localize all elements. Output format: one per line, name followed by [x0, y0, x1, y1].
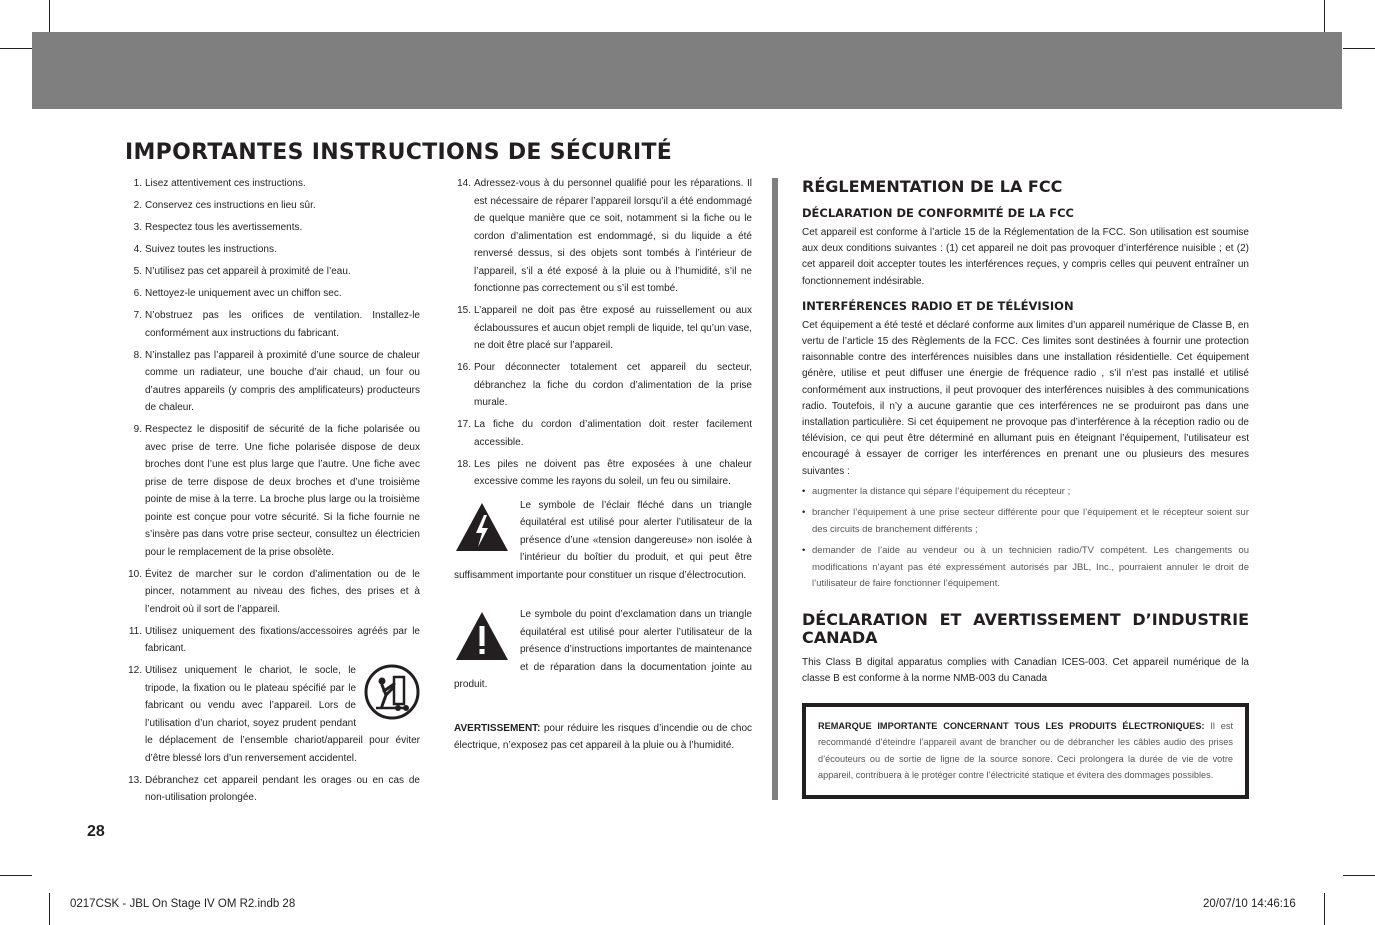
fcc-heading: RÉGLEMENTATION DE LA FCC: [802, 177, 1063, 196]
exclamation-text: Le symbole du point d’exclamation dans un triangle équilatéral est utilisé pour alerter l’utilisateur de la présence d’instructions importantes de maintenance et de réparation dans la documentation jointe au produit.: [454, 609, 752, 690]
header-banner: [32, 32, 1342, 109]
page-title: IMPORTANTES INSTRUCTIONS DE SÉCURITÉ: [125, 140, 673, 165]
list-item: 4. Suivez toutes les instructions.: [133, 244, 277, 255]
notice-label: REMARQUE IMPORTANTE CONCERNANT TOUS LES PRODUITS ÉLECTRONIQUES:: [818, 721, 1205, 732]
list-item: 6. Nettoyez-le uniquement avec un chiffon sec.: [133, 288, 342, 299]
list-item: 2. Conservez ces instructions en lieu sûr.: [133, 200, 316, 211]
list-item: 11. Utilisez uniquement des fixations/accessoires agréés par le fabricant.: [128, 625, 420, 654]
list-item: 1. Lisez attentivement ces instructions.: [133, 178, 306, 189]
crop-mark: [1324, 0, 1325, 32]
list-item: 8. N’installez pas l’appareil à proximité d’une source de chaleur comme un radiateur, une bouche d’air chaud, un four ou d’autres appareils (y compris des amplificateurs) producteurs de chaleur.: [133, 349, 420, 413]
lightning-triangle-icon: [454, 501, 510, 553]
avertissement: [454, 720, 752, 755]
safety-column-2: [454, 175, 752, 765]
crop-mark: [1343, 875, 1375, 876]
list-item: 7. N’obstruez pas les orifices de ventilation. Installez-le conformément aux instructions du fabricant.: [133, 310, 420, 339]
radio-tv-text: Cet équipement a été testé et déclaré conforme aux limites d’un appareil numérique de Classe B, en vertu de l’article 15 des Règlements de la FCC. Ces limites sont destinées à fournir une protection raisonnable contre des interférences nuisibles dans une installation résidentielle. Cet équipement génère, utilise et peut diffuser une énergie de fréquence radio , s’il n’est pas installé et utilisé conformément aux instructions, il peut provoquer des interférences nuisibles à des communications radio. Toutefois, il n’y a aucune garantie que ces interférences ne se produiront pas dans une installation particulière. Si cet équipement ne provoque pas d’interférence à la réception radio ou de télévision, ce qui peut être déterminé en allumant puis en éteignant l’équipement, l’utilisateur est encouragé à essayer de corriger les interférences en prenant une ou plusieurs des mesures suivantes :: [802, 319, 1249, 477]
footer-filename: 0217CSK - JBL On Stage IV OM R2.indb 28: [70, 898, 296, 910]
list-item: • augmenter la distance qui sépare l’équipement du récepteur ;: [802, 484, 1249, 501]
crop-mark: [49, 893, 50, 925]
canada-text: This Class B digital apparatus complies with Canadian ICES-003. Cet appareil numérique de la classe B est conforme à la norme NMB-003 du Canada: [802, 656, 1249, 685]
list-item: 14. Adressez-vous à du personnel qualifié pour les réparations. Il est nécessaire de réparer l’appareil lorsqu’il a été endommagé de quelque manière que ce soit, notamment si la fiche ou le cordon d’alimentation est endommagé, si du liquide a été renversé dessus, si des objets sont tombés à l’intérieur de l’appareil, s’il a été exposé à la pluie ou à l’humidité, s’il ne fonctionne pas correctement ou s’il est tombé.: [457, 178, 752, 294]
notice-text: Il est recommandé d’éteindre l’appareil avant de brancher ou de débrancher les câbles audio des prises d’écouteurs ou de sortie de ligne de la source sonore. Ceci prolongera la durée de vie de votre appareil, contribuera à le protéger contre l’électricité statique et évitera des dommages possibles.: [818, 721, 1234, 780]
safety-list-2: [454, 175, 752, 491]
exclamation-warning: [454, 606, 752, 694]
list-item: 3. Respectez tous les avertissements.: [133, 222, 303, 233]
crop-mark: [1324, 893, 1325, 925]
list-item: 17. La fiche du cordon d’alimentation doit rester facilement accessible.: [457, 419, 752, 448]
lightning-warning: [454, 497, 752, 585]
column-divider: [772, 178, 778, 800]
lightning-text: Le symbole de l’éclair fléché dans un triangle équilatéral est utilisé pour alerter l’utilisateur de la présence d’une «tension dangereuse» non isolée à l’intérieur du boîtier du produit, et qui peut être suffisamment importante pour constituer un risque d’électrocution.: [454, 499, 752, 581]
fcc-conformity-text: Cet appareil est conforme à l’article 15 de la Réglementation de la FCC. Son utilisation est soumise aux deux conditions suivantes : (1) cet appareil ne doit pas provoquer d’interférence nuisible ; et (2) cet appareil doit accepter toutes les interférences reçues, y compris celles qui peuvent entraîner un fonctionnement indésirable.: [802, 227, 1249, 287]
list-item: 16. Pour déconnecter totalement cet appareil du secteur, débranchez la fiche du cordon d’alimentation de la prise murale.: [457, 362, 752, 408]
cart-warning-icon: [364, 664, 420, 720]
canada-heading: DÉCLARATION ET AVERTISSEMENT D’INDUSTRIE CANADA: [802, 609, 1249, 647]
crop-mark: [0, 48, 32, 49]
crop-mark: [1343, 48, 1375, 49]
important-notice-box: [802, 703, 1249, 799]
list-item: 12. Utilisez uniquement le chariot, le socle, le tripode, la fixation ou le plateau spécifié par le fabricant ou vendu avec l’appareil. Lors de l’utilisation d’un chariot, soyez prudent pendant le déplacement de l’ensemble chariot/appareil pour éviter d’être blessé lors d’un renversement accidentel.: [128, 665, 420, 764]
fcc-conformity-heading: DÉCLARATION DE CONFORMITÉ DE LA FCC: [802, 206, 1074, 220]
fcc-column: [802, 177, 1249, 799]
safety-column-1: [125, 175, 420, 811]
crop-mark: [0, 875, 32, 876]
list-item: 5. N’utilisez pas cet appareil à proximité de l’eau.: [133, 266, 351, 277]
list-item: 13. Débranchez cet appareil pendant les orages ou en cas de non-utilisation prolongée.: [128, 774, 420, 803]
measures-list: [802, 484, 1249, 593]
radio-tv-heading: INTERFÉRENCES RADIO ET DE TÉLÉVISION: [802, 298, 1074, 313]
avert-label: AVERTISSEMENT:: [454, 722, 541, 734]
list-item: 15. L’appareil ne doit pas être exposé au ruissellement ou aux éclaboussures et aucun objet rempli de liquide, tel qu’un vase, ne doit être placé sur l’appareil.: [457, 305, 752, 351]
list-item: 18. Les piles ne doivent pas être exposées à une chaleur excessive comme les rayons du soleil, un feu ou similaire.: [457, 458, 752, 487]
list-item: 10. Évitez de marcher sur le cordon d’alimentation ou de le pincer, notamment au niveau des fiches, des prises et à l’endroit où il sort de l’appareil.: [128, 568, 420, 615]
safety-list-1: [125, 175, 420, 807]
list-item: 9. Respectez le dispositif de sécurité de la fiche polarisée ou avec prise de terre. Une fiche polarisée dispose de deux broches dont l’une est plus large que l’autre. Une fiche avec prise de terre dispose de deux broches et d’une troisième pointe de mise à la terre. La broche plus large ou la troisième pointe est conçue pour votre sécurité. Si la fiche fournie ne s’insère pas dans votre prise secteur, consultez un électricien pour le remplacement de la prise obsolète.: [133, 424, 420, 558]
crop-mark: [49, 0, 50, 32]
list-item: • demander de l’aide au vendeur ou à un technicien radio/TV compétent. Les changements ou modifications n’ayant pas été expressément autorisés par JBL, Inc., pourraient annuler le droit de l’utilisateur de faire fonctionner l’équipement.: [802, 543, 1249, 593]
exclamation-triangle-icon: [454, 610, 510, 662]
footer-timestamp: 20/07/10 14:46:16: [1203, 898, 1296, 910]
avert-text: pour réduire les risques d’incendie ou de choc électrique, n’exposez pas cet appareil à la pluie ou à l’humidité.: [454, 722, 753, 751]
list-item: • brancher l’équipement à une prise secteur différente pour que l’équipement et le récepteur soient sur des circuits de branchement différents ;: [802, 505, 1249, 538]
page-number: 28: [87, 823, 105, 840]
